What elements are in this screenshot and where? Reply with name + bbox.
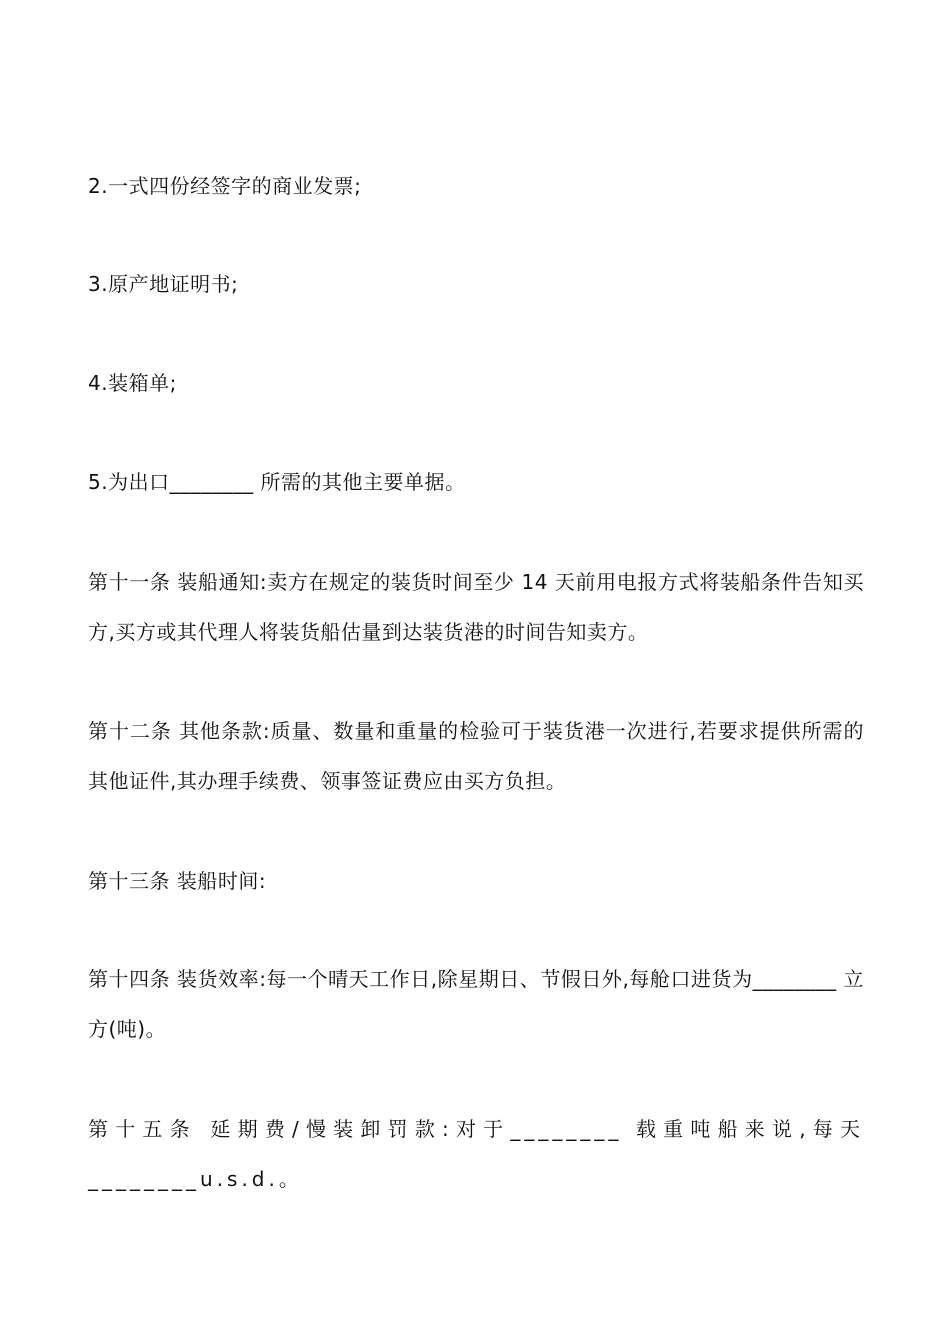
item-packing-list: 4.装箱单; [88, 371, 177, 395]
item-other-documents: 5.为出口________ 所需的其他主要单据。 [88, 470, 466, 494]
item-commercial-invoice: 2.一式四份经签字的商业发票; [88, 174, 362, 198]
article-11-shipping-notice: 第十一条 装船通知:卖方在规定的装货时间至少 14 天前用电报方式将装船条件告知买方,买方或其代理人将装货船估量到达装货港的时间告知卖方。 [88, 570, 864, 644]
article-15-demurrage: 第十五条 延期费/慢装卸罚款:对于________ 载重吨船来说,每天________u.s.d.。 [88, 1117, 864, 1191]
item-certificate-of-origin: 3.原产地证明书; [88, 272, 239, 296]
article-12-other-terms: 第十二条 其他条款:质量、数量和重量的检验可于装货港一次进行,若要求提供所需的其他证件,其办理手续费、领事签证费应由买方负担。 [88, 719, 864, 793]
article-14-loading-rate: 第十四条 装货效率:每一个晴天工作日,除星期日、节假日外,每舱口进货为________ 立方(吨)。 [88, 967, 864, 1041]
article-13-shipping-time: 第十三条 装船时间: [88, 869, 267, 893]
